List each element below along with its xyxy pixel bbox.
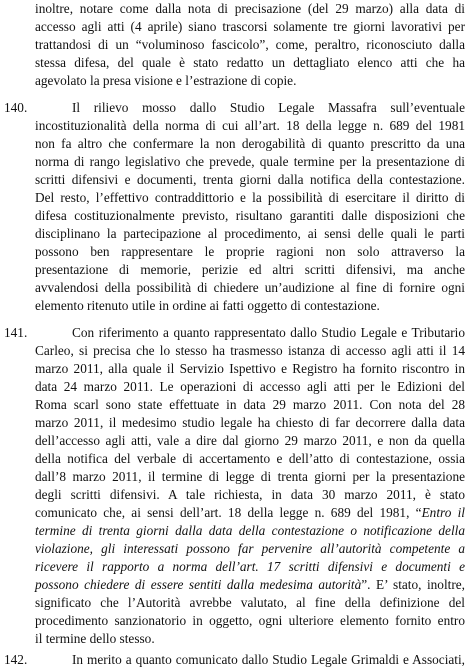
text-line: procedimento sanzionatorio in oggetto, ogni ulteriore elemento fornito entro: [35, 613, 465, 628]
text-line: non fa altro che confermare la non derogabilità di quanto prescritto da una: [35, 136, 465, 151]
text-line: Il rilievo mosso dallo Studio Legale Massafra sull’eventuale: [72, 100, 465, 115]
text-line: norma di rango legislativo che prevede, quale termine per la presentazione di: [35, 154, 465, 169]
text-line: della notifica del verbale di accertamento e dell’atto di contestazione, ossia: [35, 451, 465, 466]
text-line: marzo 2011, il medesimo studio legale ha chiesto di far decorrere dalla data: [35, 415, 465, 430]
text-line: data 24 marzo 2011. Le operazioni di accesso agli atti per le Edizioni del: [35, 379, 465, 394]
text-line: dall’8 marzo 2011, il termine di legge di trenta giorni per la presentazione: [35, 469, 465, 484]
text-line: accesso agli atti (4 aprile) siano trascorsi solamente tre giorni lavorativi per: [35, 19, 465, 34]
text-line: significato che l’Autorità avrebbe valutato, al fine della definizione del: [35, 595, 465, 610]
text-line: presentazione di memorie, perizie ed altri scritti difensivi, ma anche: [35, 262, 465, 277]
text-line: marzo 2011, alla quale il Servizio Ispettivo e Registro ha fornito riscontro in: [35, 361, 465, 376]
paragraph-number: 141.: [4, 325, 28, 340]
text-line: incostituzionalità della norma di cui all’art. 18 della legge n. 689 del 1981: [35, 118, 465, 133]
text-line: elemento ritenuto utile in ordine ai fatti oggetto di contestazione.: [35, 298, 380, 313]
text-line: possono ben rappresentare le proprie ragioni non solo attraverso la: [35, 244, 465, 259]
text-line: avvalendosi della possibilità di chiedere un’audizione al fine di fornire ogni: [35, 280, 465, 295]
text-line: il termine dello stesso.: [35, 631, 155, 646]
text-line: agevolato la presa visione e l’estrazione di copie.: [35, 73, 297, 88]
text-line: possono chiedere di essere sentiti dalla medesima autorità”. E’ stato, inoltre,: [35, 577, 466, 592]
text-line: trattandosi di un “voluminoso fascicolo”, come, peraltro, riconosciuto dalla: [35, 37, 465, 52]
text-line: comunicato che, ai sensi dell’art. 18 della legge n. 689 del 1981, “Entro il: [35, 505, 465, 520]
text-line: Del resto, l’effettivo contraddittorio e la possibilità di esercitare il diritto di: [35, 190, 465, 205]
text-line: disciplinano la partecipazione al procedimento, ai sensi delle quali le parti: [35, 226, 465, 241]
quoted-law-line: violazione, gli interessati possono far pervenire all’autorità competente a: [35, 541, 465, 556]
text-line: Roma scarl sono state effettuate in data 29 marzo 2011. Con nota del 28: [35, 397, 465, 412]
text-line: In merito a quanto comunicato dallo Studio Legale Grimaldi e Associati,: [72, 652, 465, 667]
quoted-law-line: termine di trenta giorni dalla data della contestazione o notificazione della: [35, 523, 465, 538]
text-line: scritti difensivi e documenti, trenta giorni dalla notifica della contestazione.: [35, 172, 465, 187]
paragraph-number: 140.: [4, 100, 28, 115]
text-line: inoltre, notare come dalla nota di precisazione (del 29 marzo) alla data di: [35, 1, 465, 16]
text-line: difesa costituzionalmente previsto, risultano garantiti dalle disposizioni che: [35, 208, 465, 223]
quoted-law-line: ricevere il rapporto a norma dell’art. 17 scritti difensivi e documenti e: [35, 559, 465, 574]
text-line: Carleo, si precisa che lo stesso ha trasmesso istanza di accesso agli atti il 14: [35, 343, 465, 358]
text-line: degli scritti difensivi. A tale richiesta, in data 30 marzo 2011, è stato: [35, 487, 465, 502]
text-line: dell’accesso agli atti, vale a dire dal giorno 29 marzo 2011, e non da quella: [35, 433, 465, 448]
text-line: stessa difesa, del quale è stato redatto un dettagliato elenco atti che ha: [35, 55, 465, 70]
text-line: Con riferimento a quanto rappresentato dallo Studio Legale e Tributario: [72, 325, 465, 340]
paragraph-number: 142.: [4, 652, 28, 667]
